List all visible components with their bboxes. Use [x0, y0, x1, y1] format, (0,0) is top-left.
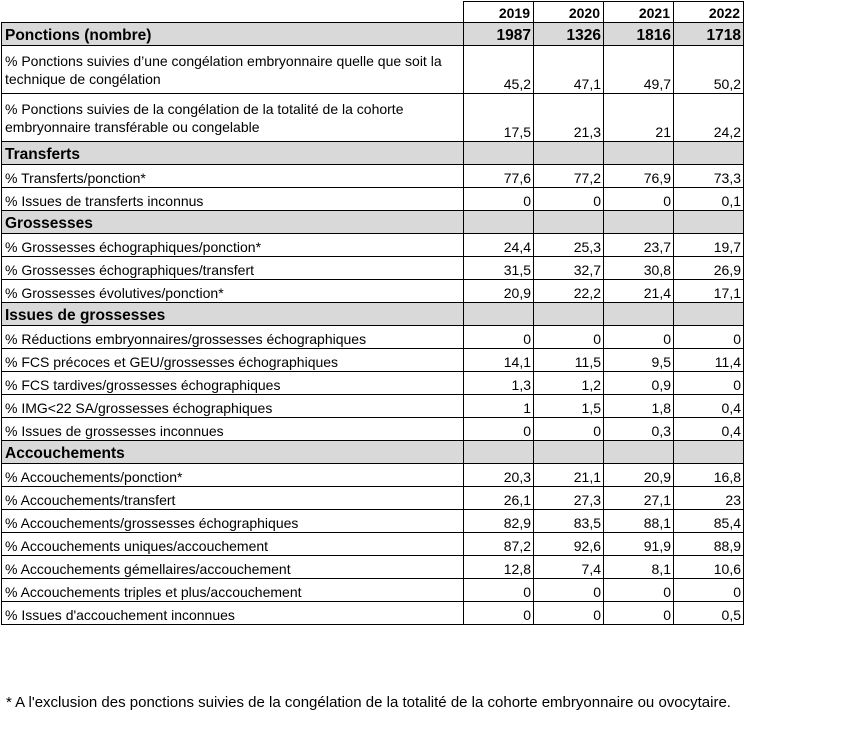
table-row [2, 533, 744, 556]
row-label: % Issues de grossesses inconnues [2, 418, 464, 441]
value-cell: 0,4 [674, 418, 744, 441]
value-cell: 1,5 [534, 395, 604, 418]
row-label: % Issues de transferts inconnus [2, 188, 464, 211]
value-cell: 0,5 [674, 602, 744, 625]
value-cell: 88,9 [674, 533, 744, 556]
value-cell: 17,5 [464, 94, 534, 142]
value-cell: 1326 [534, 23, 604, 46]
table-row [2, 280, 744, 303]
value-cell: 92,6 [534, 533, 604, 556]
value-cell: 23 [674, 487, 744, 510]
value-cell: 47,1 [534, 46, 604, 94]
value-cell: 16,8 [674, 464, 744, 487]
value-cell [604, 142, 674, 165]
section-row [2, 142, 744, 165]
value-cell [604, 303, 674, 326]
value-cell: 77,6 [464, 165, 534, 188]
value-cell: 14,1 [464, 349, 534, 372]
table-row [2, 464, 744, 487]
value-cell [674, 211, 744, 234]
value-cell: 25,3 [534, 234, 604, 257]
year-header: 2019 [464, 2, 534, 23]
value-cell: 1987 [464, 23, 534, 46]
row-label: % FCS précoces et GEU/grossesses échographiques [2, 349, 464, 372]
value-cell: 23,7 [604, 234, 674, 257]
table-row [2, 188, 744, 211]
row-label: % Grossesses échographiques/transfert [2, 257, 464, 280]
value-cell: 21 [604, 94, 674, 142]
table-row [2, 510, 744, 533]
value-cell: 20,3 [464, 464, 534, 487]
table-row [2, 579, 744, 602]
value-cell [604, 441, 674, 464]
value-cell: 11,4 [674, 349, 744, 372]
value-cell: 0 [464, 579, 534, 602]
row-label: % Grossesses évolutives/ponction* [2, 280, 464, 303]
value-cell: 1,3 [464, 372, 534, 395]
value-cell [674, 303, 744, 326]
row-label: % Issues d'accouchement inconnues [2, 602, 464, 625]
year-header: 2022 [674, 2, 744, 23]
section-label: Grossesses [2, 211, 464, 234]
value-cell: 0 [534, 326, 604, 349]
value-cell: 0 [464, 326, 534, 349]
value-cell: 11,5 [534, 349, 604, 372]
value-cell: 20,9 [604, 464, 674, 487]
table-row [2, 46, 744, 94]
row-label: % Ponctions suivies de la congélation de la totalité de la cohorte embryonnaire transférable ou congelable [2, 94, 464, 142]
value-cell: 0 [464, 188, 534, 211]
value-cell [534, 303, 604, 326]
section-label: Accouchements [2, 441, 464, 464]
row-label: % Accouchements/transfert [2, 487, 464, 510]
value-cell: 0 [464, 418, 534, 441]
row-label: % Grossesses échographiques/ponction* [2, 234, 464, 257]
value-cell [604, 211, 674, 234]
value-cell: 0,9 [604, 372, 674, 395]
header-corner [2, 2, 464, 23]
value-cell: 0 [604, 579, 674, 602]
table-row [2, 326, 744, 349]
row-label: % Accouchements/ponction* [2, 464, 464, 487]
value-cell: 30,8 [604, 257, 674, 280]
row-label: % Accouchements/grossesses échographiques [2, 510, 464, 533]
value-cell [534, 142, 604, 165]
value-cell: 32,7 [534, 257, 604, 280]
value-cell: 12,8 [464, 556, 534, 579]
value-cell: 0 [674, 372, 744, 395]
value-cell: 0 [464, 602, 534, 625]
row-label: % Réductions embryonnaires/grossesses échographiques [2, 326, 464, 349]
value-cell: 0 [604, 602, 674, 625]
value-cell: 17,1 [674, 280, 744, 303]
value-cell: 45,2 [464, 46, 534, 94]
table-row [2, 372, 744, 395]
section-row [2, 211, 744, 234]
value-cell: 0,3 [604, 418, 674, 441]
value-cell: 24,4 [464, 234, 534, 257]
table-row [2, 556, 744, 579]
row-label: % Accouchements triples et plus/accouchement [2, 579, 464, 602]
value-cell: 1718 [674, 23, 744, 46]
value-cell [464, 211, 534, 234]
year-header: 2020 [534, 2, 604, 23]
value-cell [534, 211, 604, 234]
value-cell: 85,4 [674, 510, 744, 533]
value-cell: 91,9 [604, 533, 674, 556]
value-cell: 0 [674, 579, 744, 602]
value-cell [674, 441, 744, 464]
section-label: Ponctions (nombre) [2, 23, 464, 46]
table-row [2, 257, 744, 280]
value-cell: 0,1 [674, 188, 744, 211]
value-cell: 73,3 [674, 165, 744, 188]
row-label: % IMG<22 SA/grossesses échographiques [2, 395, 464, 418]
table-row [2, 349, 744, 372]
value-cell: 1816 [604, 23, 674, 46]
value-cell: 0,4 [674, 395, 744, 418]
value-cell: 0 [534, 188, 604, 211]
value-cell: 50,2 [674, 46, 744, 94]
value-cell: 31,5 [464, 257, 534, 280]
section-label: Issues de grossesses [2, 303, 464, 326]
value-cell: 77,2 [534, 165, 604, 188]
row-label: % FCS tardives/grossesses échographiques [2, 372, 464, 395]
row-label: % Accouchements gémellaires/accouchement [2, 556, 464, 579]
year-header: 2021 [604, 2, 674, 23]
value-cell: 22,2 [534, 280, 604, 303]
footnote: * A l'exclusion des ponctions suivies de la congélation de la totalité de la cohorte embryonnaire ou ovocytaire. [6, 694, 731, 711]
value-cell: 7,4 [534, 556, 604, 579]
value-cell: 88,1 [604, 510, 674, 533]
value-cell [534, 441, 604, 464]
value-cell: 1 [464, 395, 534, 418]
table-row [2, 602, 744, 625]
value-cell [674, 142, 744, 165]
row-label: % Transferts/ponction* [2, 165, 464, 188]
value-cell [464, 441, 534, 464]
value-cell: 82,9 [464, 510, 534, 533]
value-cell: 0 [534, 602, 604, 625]
value-cell: 0 [534, 418, 604, 441]
value-cell: 27,1 [604, 487, 674, 510]
table-row [2, 94, 744, 142]
section-row [2, 23, 744, 46]
section-label: Transferts [2, 142, 464, 165]
table-body [2, 2, 744, 625]
value-cell: 1,8 [604, 395, 674, 418]
value-cell [464, 303, 534, 326]
value-cell: 76,9 [604, 165, 674, 188]
year-header-row [2, 2, 744, 23]
value-cell: 20,9 [464, 280, 534, 303]
value-cell [464, 142, 534, 165]
value-cell: 19,7 [674, 234, 744, 257]
value-cell: 21,4 [604, 280, 674, 303]
section-row [2, 441, 744, 464]
table-row [2, 234, 744, 257]
value-cell: 26,1 [464, 487, 534, 510]
value-cell: 24,2 [674, 94, 744, 142]
value-cell: 1,2 [534, 372, 604, 395]
value-cell: 21,1 [534, 464, 604, 487]
table-row [2, 165, 744, 188]
value-cell: 0 [534, 579, 604, 602]
table-row [2, 487, 744, 510]
value-cell: 0 [604, 326, 674, 349]
table-row [2, 395, 744, 418]
value-cell: 8,1 [604, 556, 674, 579]
value-cell: 9,5 [604, 349, 674, 372]
row-label: % Accouchements uniques/accouchement [2, 533, 464, 556]
section-row [2, 303, 744, 326]
results-table [1, 1, 744, 625]
value-cell: 49,7 [604, 46, 674, 94]
table-row [2, 418, 744, 441]
value-cell: 87,2 [464, 533, 534, 556]
value-cell: 10,6 [674, 556, 744, 579]
value-cell: 0 [674, 326, 744, 349]
row-label: % Ponctions suivies d’une congélation embryonnaire quelle que soit la technique de congélation [2, 46, 464, 94]
value-cell: 26,9 [674, 257, 744, 280]
value-cell: 0 [604, 188, 674, 211]
value-cell: 21,3 [534, 94, 604, 142]
value-cell: 27,3 [534, 487, 604, 510]
value-cell: 83,5 [534, 510, 604, 533]
